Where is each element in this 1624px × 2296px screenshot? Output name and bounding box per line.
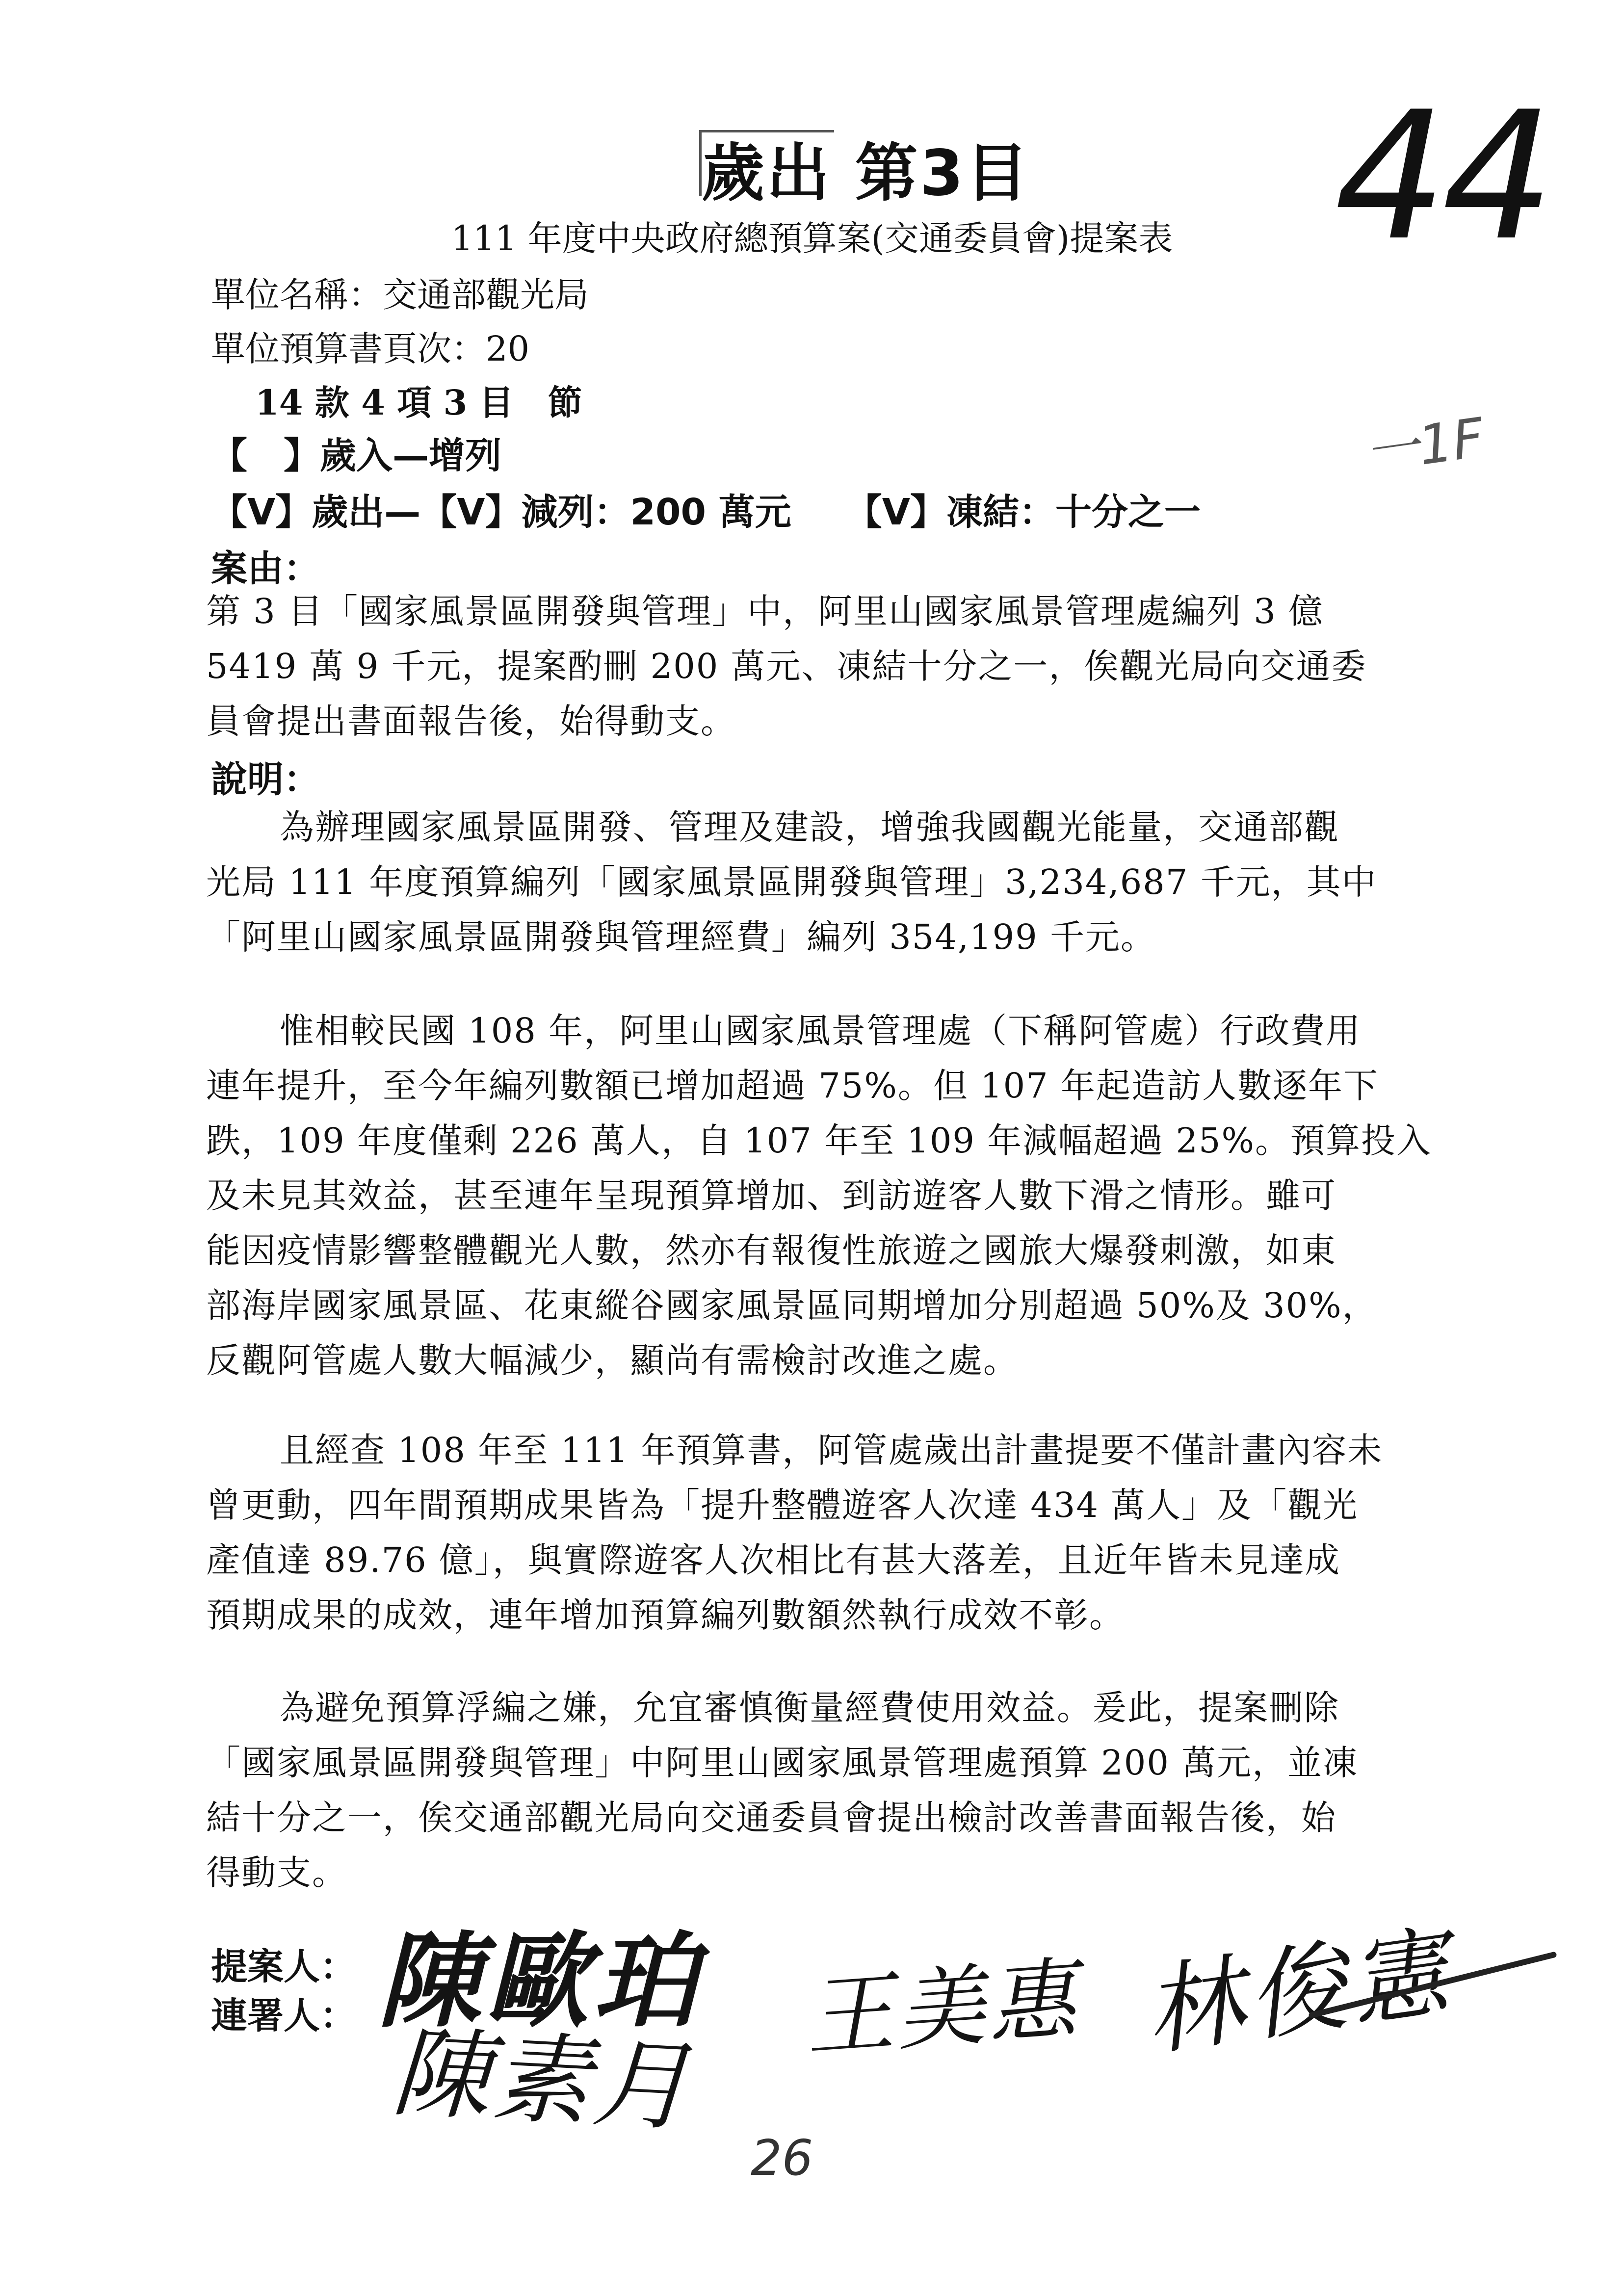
section-line: 14 款 4 項 3 目 節 — [255, 382, 582, 423]
budget-page-line: 單位預算書頁次：20 — [211, 329, 530, 369]
cosigner-signature-2: 林俊憲 — [1138, 1914, 1460, 2070]
explanation-label: 說明： — [211, 758, 320, 801]
proposer-label: 提案人： — [211, 1946, 356, 1988]
expense-item-stamp: 歲出 第3目 — [702, 137, 1030, 210]
proposer-signature: 陳歐珀 — [378, 1921, 702, 2041]
margin-note: 一1F — [1361, 406, 1488, 485]
cosigner-label: 連署人： — [211, 1995, 356, 2037]
income-option-line: 【 】歲入—增列 — [211, 435, 501, 477]
explanation-paragraph-1: 為辦理國家風景區開發、管理及建設，增強我國觀光能量，交通部觀 光局 111 年度預算編列「國家風景區開發與管理」3,234,687 千元，其中 「阿里山國家風景區開發與管理經費」編列 354,199 千元。 — [206, 807, 1377, 957]
handwritten-page-number: 44 — [1335, 74, 1550, 279]
expense-option-line: 【V】歲出—【V】減列：200 萬元 【V】凍結：十分之一 — [211, 491, 1201, 533]
reason-label: 案由： — [211, 548, 320, 590]
explanation-paragraph-4: 為避免預算浮編之嫌，允宜審慎衡量經費使用效益。爰此，提案刪除 「國家風景區開發與管理」中阿里山國家風景管理處預算 200 萬元，並凍 結十分之一，俟交通部觀光局向交通委員會提出檢討改善書面報告後，始 得動支。 — [206, 1688, 1359, 1893]
page-mark: 26 — [751, 2129, 813, 2187]
explanation-paragraph-3: 且經查 108 年至 111 年預算書，阿管處歲出計畫提要不僅計畫內容未 曾更動，四年間預期成果皆為「提升整體遊客人次達 434 萬人」及「觀光 產值達 89.76 億」，與實際遊客人次相比有甚大落差，且近年皆未見達成 預期成果的成效，連年增加預算編列數額然執行成效不彰。 — [206, 1430, 1383, 1635]
explanation-paragraph-2: 惟相較民國 108 年，阿里山國家風景管理處（下稱阿管處）行政費用 連年提升，至今年編列數額已增加超過 75%。但 107 年起造訪人數逐年下 跌，109 年度僅剩 226 萬人，自 107 年至 109 年減幅超過 25%。預算投入 及未見其效益，甚至連年呈現預算增加、到訪遊客人數下滑之情形。雖可 能因疫情影響整體觀光人數，然亦有報復性旅遊之國旅大爆發刺激，如東 部海岸國家風景區、花東縱谷國家風景區同期增加分別超過 50%及 30%， 反觀阿管處人數大幅減少，顯尚有需檢討改進之處。 — [206, 1011, 1432, 1381]
unit-name-line: 單位名稱：交通部觀光局 — [211, 275, 589, 315]
form-title: 111 年度中央政府總預算案(交通委員會)提案表 — [451, 218, 1173, 259]
cosigner-signature-1: 王美惠 — [802, 1948, 1082, 2070]
cosigner-signature-3: 陳素月 — [389, 2015, 695, 2145]
reason-text: 第 3 目「國家風景區開發與管理」中，阿里山國家風景管理處編列 3 億 5419 萬 9 千元，提案酌刪 200 萬元、凍結十分之一，俟觀光局向交通委 員會提出書面報告後，始得動支。 — [206, 591, 1367, 741]
